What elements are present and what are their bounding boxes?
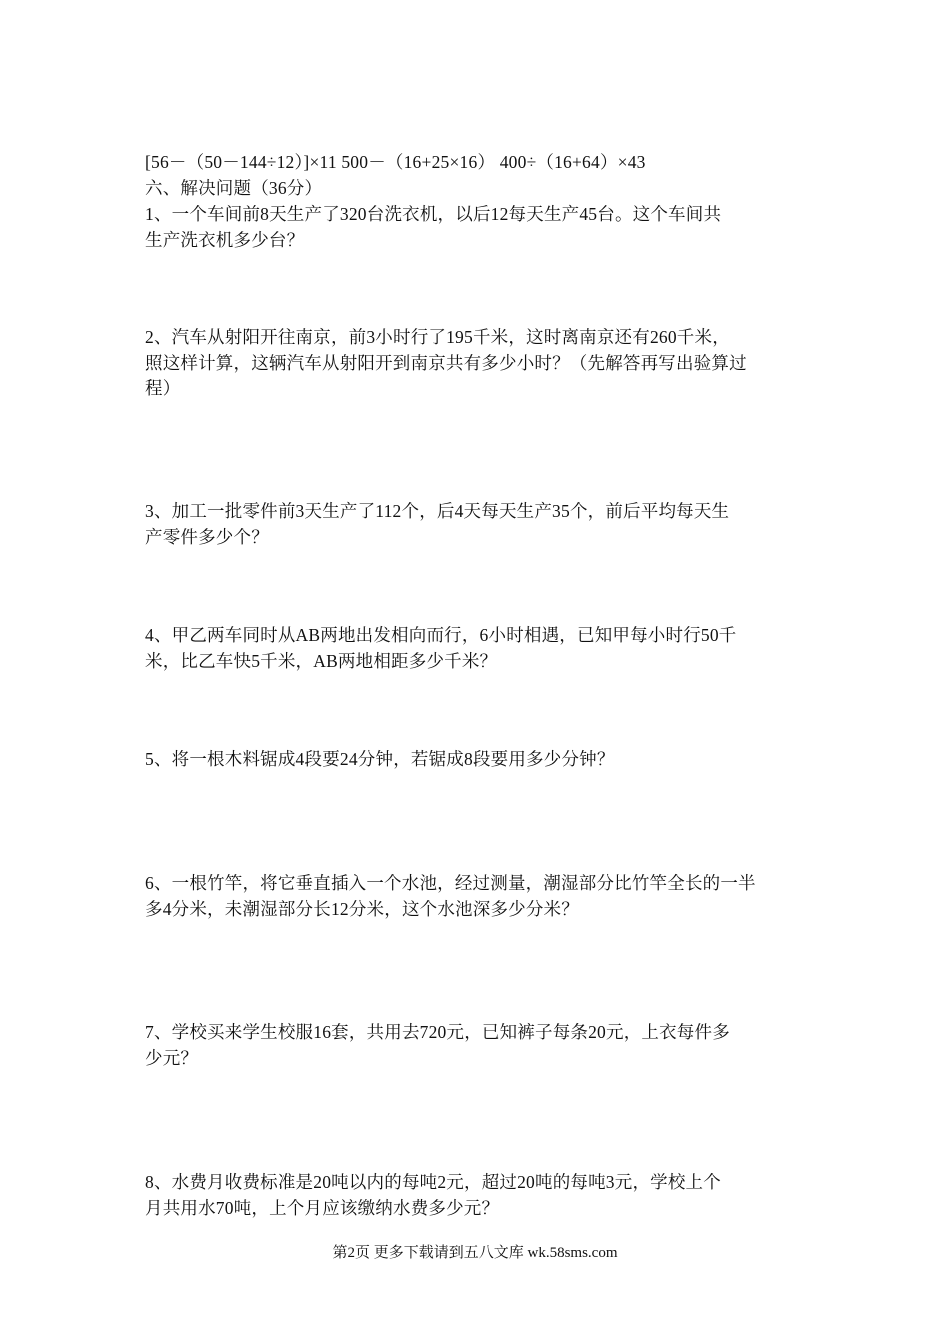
expressions-line: [56－（50－144÷12）]×11 500－（16+25×16） 400÷（16+64）×43 (145, 152, 646, 172)
problem-2-line-3: 程） (145, 378, 181, 398)
problem-5-line-1: 5、将一根木料锯成4段要24分钟，若锯成8段要用多少分钟？ (145, 749, 615, 769)
problem-7-line-2: 少元？ (145, 1048, 199, 1068)
problem-6-line-2: 多4分米，未潮湿部分长12分米，这个水池深多少分米？ (145, 899, 579, 919)
problem-2-line-2: 照这样计算，这辆汽车从射阳开到南京共有多少小时？（先解答再写出验算过 (145, 353, 747, 373)
problem-4-line-1: 4、甲乙两车同时从AB两地出发相向而行，6小时相遇，已知甲每小时行50千 (145, 625, 737, 645)
problem-3-line-1: 3、加工一批零件前3天生产了112个，后4天每天生产35个，前后平均每天生 (145, 501, 730, 521)
problem-1-line-1: 1、一个车间前8天生产了320台洗衣机，以后12每天生产45台。这个车间共 (145, 204, 722, 224)
section-title: 六、解决问题（36分） (145, 178, 323, 198)
problem-8-line-2: 月共用水70吨，上个月应该缴纳水费多少元？ (145, 1198, 500, 1218)
page-footer: 第2页 更多下载请到五八文库 wk.58sms.com (332, 1245, 618, 1261)
problem-7-line-1: 7、学校买来学生校服16套，共用去720元，已知裤子每条20元，上衣每件多 (145, 1022, 730, 1042)
problem-6-line-1: 6、一根竹竿，将它垂直插入一个水池，经过测量，潮湿部分比竹竿全长的一半 (145, 873, 756, 893)
problem-4-line-2: 米，比乙车快5千米，AB两地相距多少千米？ (145, 651, 498, 671)
problem-8-line-1: 8、水费月收费标准是20吨以内的每吨2元，超过20吨的每吨3元，学校上个 (145, 1172, 721, 1192)
problem-3-line-2: 产零件多少个？ (145, 527, 269, 547)
problem-2-line-1: 2、汽车从射阳开往南京，前3小时行了195千米，这时离南京还有260千米， (145, 327, 730, 347)
problem-1-line-2: 生产洗衣机多少台？ (145, 230, 305, 250)
